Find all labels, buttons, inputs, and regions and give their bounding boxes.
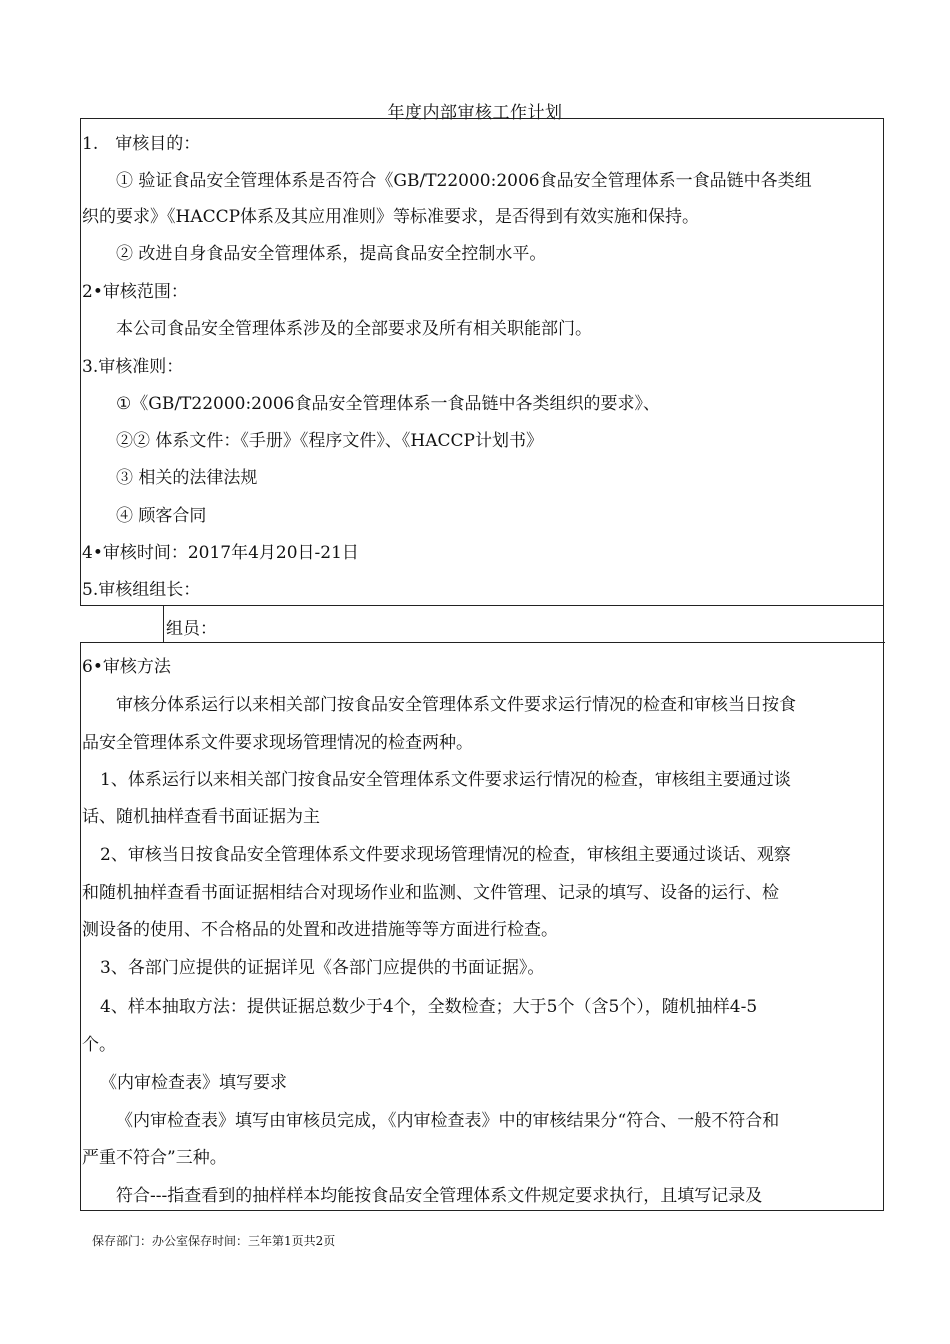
audit-time: 4•审核时间：2017年4月20日-21日 (82, 543, 359, 563)
page-footer: 保存部门：办公室保存时间：三年第1页共2页 (92, 1234, 336, 1248)
team-members-row (163, 605, 884, 643)
checklist-line2: 严重不符合”三种。 (82, 1148, 227, 1168)
method-p2-line3: 测设备的使用、不合格品的处置和改进措施等等方面进行检查。 (82, 920, 558, 940)
scope-text: 本公司食品安全管理体系涉及的全部要求及所有相关职能部门。 (116, 319, 592, 339)
method-p3: 3、各部门应提供的证据详见《各部门应提供的书面证据》。 (100, 958, 545, 978)
team-members-label: 组员： (166, 619, 217, 639)
scope-heading: 2•审核范围： (82, 282, 188, 302)
method-intro-line1: 审核分体系运行以来相关部门按食品安全管理体系文件要求运行情况的检查和审核当日按食 (116, 695, 796, 715)
purpose-heading: 1. 审核目的： (82, 134, 201, 154)
method-p4-line2: 个。 (82, 1035, 116, 1055)
criteria-heading: 3.审核准则： (82, 357, 184, 377)
method-p4-line1: 4、样本抽取方法：提供证据总数少于4个，全数检查；大于5个（含5个），随机抽样4-5 (100, 997, 758, 1017)
criteria-item3: ③ 相关的法律法规 (116, 468, 258, 488)
method-p1-line1: 1、体系运行以来相关部门按食品安全管理体系文件要求运行情况的检查，审核组主要通过谈 (100, 770, 791, 790)
criteria-item2: ②② 体系文件：《手册》《程序文件》、《HACCP计划书》 (116, 431, 543, 451)
method-p1-line2: 话、随机抽样查看书面证据为主 (82, 807, 320, 827)
criteria-item4: ④ 顾客合同 (116, 506, 207, 526)
team-leader-label: 5.审核组组长： (82, 580, 201, 600)
plan-table-upper (80, 118, 884, 606)
method-intro-line2: 品安全管理体系文件要求现场管理情况的检查两种。 (82, 733, 473, 753)
checklist-line1: 《内审检查表》填写由审核员完成，《内审检查表》中的审核结果分“符合、一般不符合和 (116, 1111, 780, 1131)
purpose-item1-line2: 织的要求》《HACCP体系及其应用准则》等标准要求，是否得到有效实施和保持。 (82, 207, 700, 227)
purpose-item1-line1: ① 验证食品安全管理体系是否符合《GB/T22000:2006食品安全管理体系一食品链中各类组 (116, 171, 812, 191)
purpose-item2: ② 改进自身食品安全管理体系，提高食品安全控制水平。 (116, 244, 547, 264)
conform-definition-line: 符合---指查看到的抽样样本均能按食品安全管理体系文件规定要求执行，且填写记录及 (116, 1186, 763, 1206)
document-title: 年度内部审核工作计划 (387, 103, 563, 123)
method-p2-line1: 2、审核当日按食品安全管理体系文件要求现场管理情况的检查，审核组主要通过谈话、观察 (100, 845, 791, 865)
checklist-heading: 《内审检查表》填写要求 (100, 1073, 287, 1093)
method-heading: 6•审核方法 (82, 657, 171, 677)
criteria-item1: ①《GB/T22000:2006食品安全管理体系一食品链中各类组织的要求》、 (116, 394, 660, 414)
method-p2-line2: 和随机抽样查看书面证据相结合对现场作业和监测、文件管理、记录的填写、设备的运行、检 (82, 883, 779, 903)
